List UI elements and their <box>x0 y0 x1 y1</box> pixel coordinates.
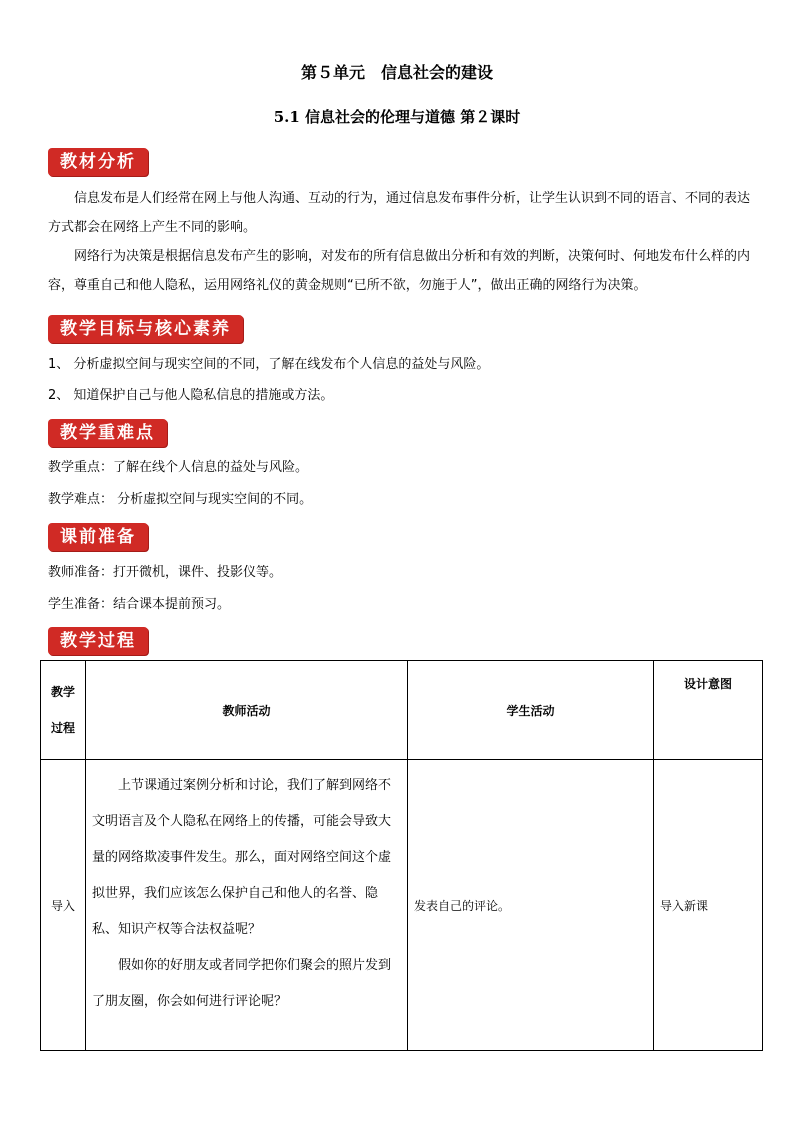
teacher-activity-paragraph: 上节课通过案例分析和讨论，我们了解到网络不文明语言及个人隐私在网络上的传播，可能会导致大量的网络欺凌事件发生。那么，面对网络空间这个虚拟世界，我们应该怎么保护自己和他人的名誉、隐私、知识产权等合法权益呢？ <box>92 778 392 937</box>
header-stage <box>41 661 86 760</box>
section-heading-goals: 教学目标与核心素养 <box>48 315 243 343</box>
row-student-activity: 发表自己的评论。 <box>408 760 654 1051</box>
lesson-title: 5.1 信息社会的伦理与道德 第２课时 <box>273 108 521 126</box>
row-teacher-activity <box>86 760 408 1051</box>
header-student-activity: 学生活动 <box>408 661 654 760</box>
unit-title: 第５单元 信息社会的建设 <box>300 63 493 82</box>
section-heading-key-points: 教学重难点 <box>48 419 167 447</box>
goal-item: 2、 知道保护自己与他人隐私信息的措施或方法。 <box>48 388 334 403</box>
analysis-paragraph: 网络行为决策是根据信息发布产生的影响，对发布的所有信息做出分析和有效的判断，决策何时、何地发布什么样的内容，尊重自己和他人隐私，运用网络礼仪的黄金规则“已所不欲，勿施于人”，做出正确的网络行为决策。 <box>48 249 751 293</box>
row-design-intent: 导入新课 <box>654 760 763 1051</box>
header-stage-line: 过程 <box>50 721 75 735</box>
analysis-body <box>48 184 754 300</box>
section-heading-preparation: 课前准备 <box>48 523 148 551</box>
header-design-intent: 设计意图 <box>654 661 763 760</box>
teaching-focus: 教学重点：了解在线个人信息的益处与风险。 <box>48 460 309 475</box>
header-teacher-activity: 教师活动 <box>86 661 408 760</box>
section-heading-analysis: 教材分析 <box>48 148 148 176</box>
section-heading-process: 教学过程 <box>48 627 148 655</box>
teaching-difficulty: 教学难点： 分析虚拟空间与现实空间的不同。 <box>48 492 313 507</box>
header-stage-line: 教学 <box>50 685 75 699</box>
table-header-row <box>41 661 763 760</box>
analysis-paragraph: 信息发布是人们经常在网上与他人沟通、互动的行为，通过信息发布事件分析，让学生认识到不同的语言、不同的表达方式都会在网络上产生不同的影响。 <box>48 191 751 235</box>
teacher-preparation: 教师准备：打开微机，课件、投影仪等。 <box>48 565 283 580</box>
row-stage: 导入 <box>41 760 86 1051</box>
goal-item: 1、 分析虚拟空间与现实空间的不同，了解在线发布个人信息的益处与风险。 <box>48 357 490 372</box>
table-row <box>41 760 763 1051</box>
teacher-activity-paragraph: 假如你的好朋友或者同学把你们聚会的照片发到了朋友圈，你会如何进行评论呢？ <box>92 958 392 1009</box>
student-preparation: 学生准备：结合课本提前预习。 <box>48 597 231 612</box>
teaching-process-table <box>40 660 763 1051</box>
